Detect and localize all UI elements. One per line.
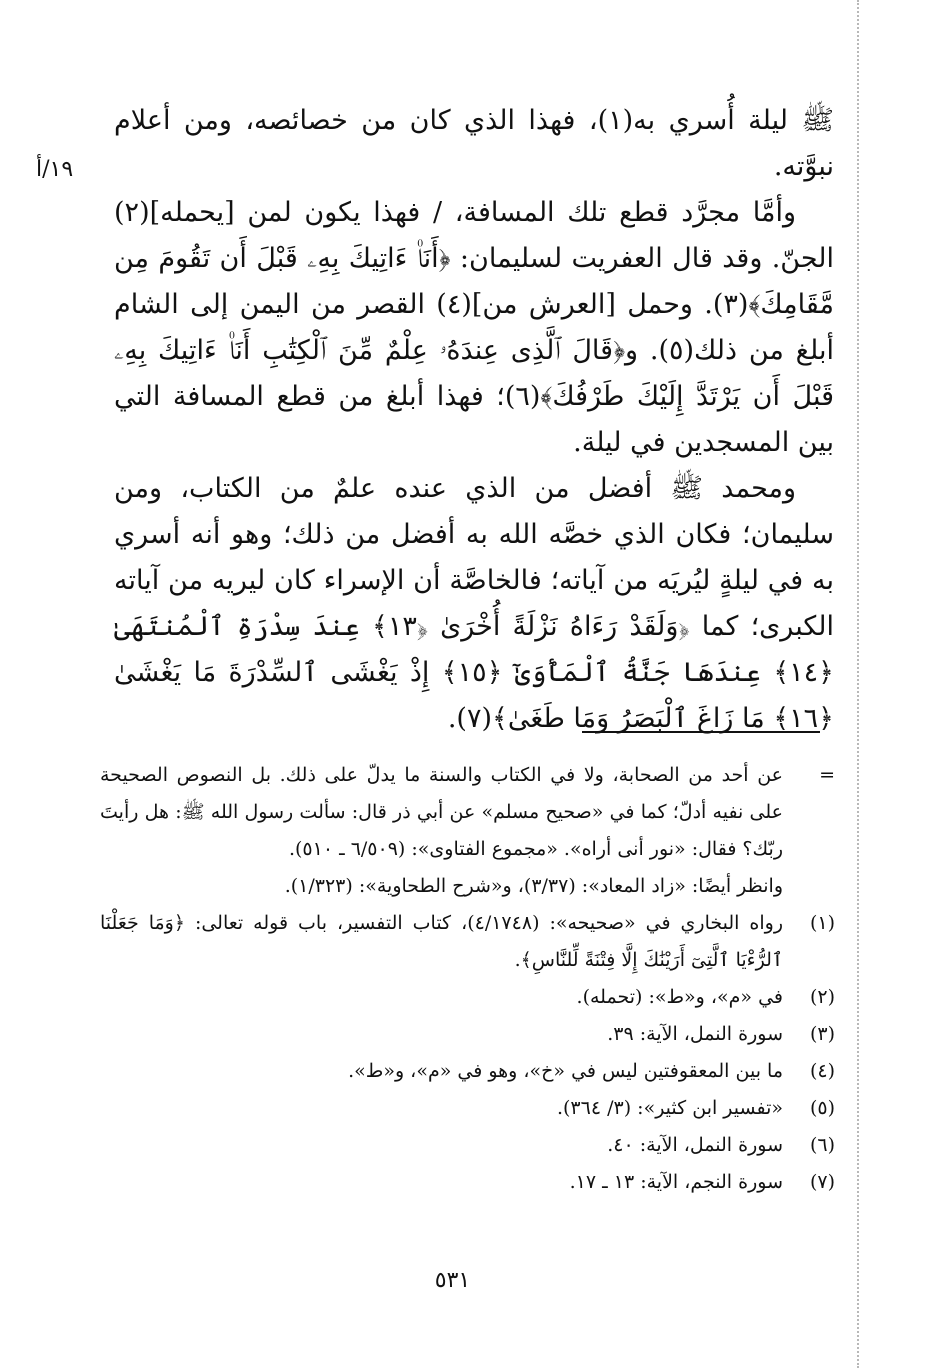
footnote-text: ما بين المعقوفتين ليس في «خ»، وهو في «م»، و«ط». (348, 1060, 783, 1082)
manuscript-folio-reference: ١٩/أ (36, 157, 74, 182)
footnote-number: = (819, 764, 835, 786)
footnote-number: (٣) (809, 1023, 835, 1045)
main-paragraph: وأمَّا مجرَّد قطع تلك المسافة، / فهذا يكون لمن [يحمله](٢) الجنّ. وقد قال العفريت لسليمان: ﴿أَنَا۠ ءَاتِيكَ بِهِۦ قَبْلَ أَن تَقُومَ مِن مَّقَامِكَ﴾(٣). وحمل [العرش من](٤) القصر من اليمن إلى الشام أبلغ من ذلك(٥). و﴿قَالَ ٱلَّذِى عِندَهُۥ عِلْمٌ مِّنَ ٱلْكِتَٰبِ أَنَا۠ ءَاتِيكَ بِهِۦ قَبْلَ أَن يَرْتَدَّ إِلَيْكَ طَرْفُكَ﴾(٦)؛ فهذا أبلغ من قطع المسافة التي بين المسجدين في ليلة. (114, 197, 835, 458)
footnote-item (100, 1090, 835, 1127)
footnote-text: «تفسير ابن كثير»: (٣/ ٣٦٤). (556, 1097, 783, 1119)
main-paragraph: ﷺ ليلة أُسري به(١)، فهذا الذي كان من خصائصه، ومن أعلام نبوَّته. (114, 105, 834, 182)
footnote-number: (٤) (809, 1060, 835, 1082)
footnote-item (100, 1164, 835, 1201)
footnote-number: (٥) (809, 1097, 835, 1119)
footnote-item (100, 757, 835, 868)
footnote-item (100, 979, 835, 1016)
footnote-item (100, 905, 835, 979)
page-number: ٥٣١ (434, 1268, 471, 1293)
footnote-number: (٧) (809, 1171, 835, 1193)
footnote-separator (582, 731, 820, 733)
footnote-text: عن أحد من الصحابة، ولا في الكتاب والسنة ما يدلّ على ذلك. بل النصوص الصحيحة على نفيه أدلّ؛ كما في «صحيح مسلم» عن أبي ذر قال: سألت رسول الله ﷺ: هل رأيتَ ربّك؟ فقال: «نور أنى أراه». «مجموع الفتاوى»: (٦/٥٠٩ ـ ٥١٠). (100, 764, 783, 860)
footnote-number: (٢) (809, 986, 835, 1008)
footnote-text: سورة النمل، الآية: ٤٠. (607, 1134, 783, 1156)
main-paragraph: ومحمد ﷺ أفضل من الذي عنده علمٌ من الكتاب، ومن سليمان؛ فكان الذي خصَّه الله به أفضل من ذلك؛ وهو أنه أسري به في ليلةٍ ليُريَه من آياته؛ فالخاصَّة أن الإسراء كان ليريه من آياته الكبرى؛ كما ﴿وَلَقَدْ رَءَاهُ نَزْلَةً أُخْرَىٰ ﴿١٣﴾ عِندَ سِدْرَةِ ٱلْمُنتَهَىٰ ﴿١٤﴾ عِندَهَا جَنَّةُ ٱلْمَأْوَىٰٓ ﴿١٥﴾ إِذْ يَغْشَى ٱلسِّدْرَةَ مَا يَغْشَىٰ ﴿١٦﴾ مَا زَاغَ ٱلْبَصَرُ وَمَا طَغَىٰ﴾(٧). (114, 473, 834, 734)
footnote-text: وانظر أيضًا: «زاد المعاد»: (٣/٣٧)، و«شرح الطحاوية»: (١/٣٢٣). (284, 875, 783, 897)
footnote-text: رواه البخاري في «صحيحه»: (٤/١٧٤٨)، كتاب التفسير، باب قوله تعالى: ﴿وَمَا جَعَلْنَا ٱلرُّءْيَا ٱلَّتِىٓ أَرَيْنَٰكَ إِلَّا فِتْنَةً لِّلنَّاسِ﴾. (100, 912, 783, 971)
footnote-number: (٦) (809, 1134, 835, 1156)
footnote-item (100, 1053, 835, 1090)
footnote-number: (١) (809, 912, 835, 934)
footnote-text: سورة النجم، الآية: ١٣ ـ ١٧. (569, 1171, 783, 1193)
footnote-number (783, 868, 835, 905)
footnote-item (100, 1127, 835, 1164)
main-text-body (114, 98, 834, 742)
footnote-item (100, 868, 835, 905)
footnote-item (100, 1016, 835, 1053)
page-edge-dots (857, 0, 859, 1368)
footnotes-section (100, 757, 835, 1201)
footnote-text: في «م»، و«ط»: (تحمله). (576, 986, 783, 1008)
footnote-text: سورة النمل، الآية: ٣٩. (607, 1023, 783, 1045)
